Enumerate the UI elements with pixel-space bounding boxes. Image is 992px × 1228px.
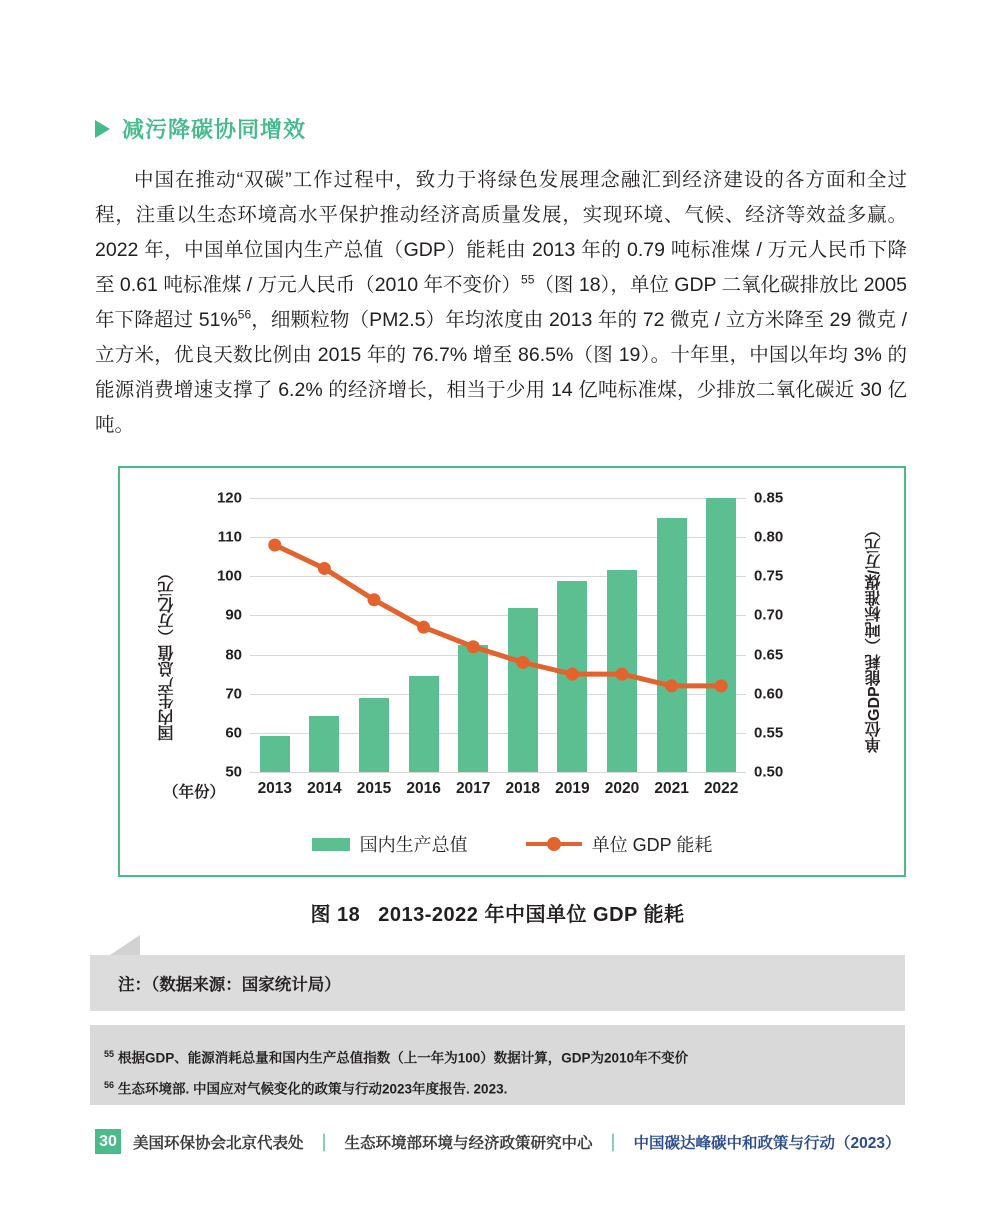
figure-number: 图 18: [310, 904, 361, 926]
right-tick-label: 0.85: [754, 489, 784, 507]
left-axis-title: 国内生产总值（万亿元）: [159, 565, 176, 741]
x-tick-2019: 2019: [555, 780, 590, 797]
footnote: $^{56}$ 生态环境部. 中国应对气候变化的政策与行动2023年度报告. 2023.: [104, 1079, 508, 1096]
right-tick-label: 0.80: [754, 528, 784, 546]
left-tick-label: 60: [225, 724, 242, 742]
x-tick-2017: 2017: [455, 780, 491, 797]
gridline: [250, 772, 746, 773]
footer-org-2: 生态环境部环境与经济政策研究中心: [344, 1134, 593, 1152]
x-tick-2018: 2018: [505, 780, 541, 797]
legend-item-gdp: [312, 831, 468, 857]
left-tick-label: 90: [225, 606, 242, 624]
line-point-2022: [715, 679, 728, 692]
line-point-2013: [268, 538, 281, 551]
left-axis-ticks: [198, 489, 242, 781]
footer-separator: ｜: [315, 1134, 333, 1153]
x-tick-2013: 2013: [257, 780, 293, 797]
left-tick-label: 120: [216, 489, 242, 507]
right-tick-label: 0.70: [754, 606, 784, 624]
x-tick-2014: 2014: [307, 780, 342, 797]
legend-item-energy: [526, 831, 713, 857]
page-footer: [95, 1129, 901, 1154]
line-point-2016: [417, 621, 430, 634]
line-point-2021: [665, 679, 678, 692]
triangle-bullet-icon: [95, 120, 110, 138]
right-tick-label: 0.50: [754, 763, 784, 781]
line-point-2015: [368, 593, 381, 606]
x-tick-2022: 2022: [703, 780, 739, 797]
paragraph-text: 中国在推动“双碳”工作过程中，致力于将绿色发展理念融汇到经济建设的各方面和全过程，注重以生态环境高水平保护推动经济高质量发展，实现环境、气候、经济等效益多赢。2022 年，中国单位国内生产总值（GDP）能耗由 2013 年的 0.79 吨标准煤 / 万元人民币下降至 0.61 吨标准煤 / 万元人民币（2010 年不变价）: [95, 169, 907, 296]
x-axis-tick-labels: [250, 780, 746, 800]
energy-line-swatch-icon: [526, 837, 582, 851]
right-tick-label: 0.60: [754, 685, 784, 703]
footnote-ref: 55: [521, 272, 535, 287]
footnote-band: [90, 1025, 905, 1105]
figure-title: 2013-2022 年中国单位 GDP 能耗: [378, 904, 685, 926]
section-heading: [95, 113, 306, 144]
right-tick-label: 0.55: [754, 724, 784, 742]
chart-plot-region: [120, 489, 904, 781]
right-tick-label: 0.65: [754, 646, 784, 664]
line-point-2014: [318, 562, 331, 575]
figure-caption: [90, 898, 905, 927]
gdp-bar-swatch-icon: [312, 838, 350, 851]
left-tick-label: 70: [225, 685, 242, 703]
legend-label-energy: 单位 GDP 能耗: [591, 835, 713, 855]
energy-intensity-line: [250, 498, 746, 772]
body-paragraph: [95, 163, 907, 443]
left-tick-label: 100: [216, 567, 242, 585]
x-axis-unit-label: （年份）: [163, 784, 226, 801]
data-source-note: 注：（数据来源：国家统计局）: [118, 976, 341, 994]
note-callout-tail: [110, 935, 140, 955]
note-band: [90, 955, 905, 1011]
chart-legend: [120, 831, 904, 857]
paragraph-text: ，细颗粒物（PM2.5）年均浓度由 2013 年的 72 微克 / 立方米降至 29 微克 / 立方米，优良天数比例由 2015 年的 76.7% 增至 86.5%（图 19）。十年里，中国以年均 3% 的能源消费增速支撑了 6.2% 的经济增长，相当于少用 14 亿吨标准煤，少排放二氧化碳近 30 亿吨。: [95, 309, 908, 436]
paragraph-text: （图 18），单位 GDP 二氧化碳排放比 2005 年下降超过 51%: [95, 274, 907, 331]
x-tick-2021: 2021: [654, 780, 689, 797]
legend-label-gdp: 国内生产总值: [359, 835, 468, 855]
footer-report-title: 中国碳达峰碳中和政策与行动（2023）: [633, 1134, 901, 1152]
footnote-ref: 56: [237, 307, 252, 322]
right-axis-title: 单位GDP能耗（吨标准煤/万元）: [866, 521, 883, 753]
x-tick-2016: 2016: [406, 780, 441, 797]
line-point-2019: [566, 668, 579, 681]
section-title: 减污降碳协同增效: [122, 117, 307, 142]
line-point-2017: [467, 640, 480, 653]
left-tick-label: 110: [217, 528, 242, 546]
left-tick-label: 80: [225, 646, 242, 664]
left-tick-label: 50: [225, 763, 242, 781]
x-tick-2015: 2015: [356, 780, 392, 797]
footer-separator: ｜: [604, 1134, 622, 1153]
line-point-2018: [516, 656, 529, 669]
footnote: $^{55}$ 根据GDP、能源消耗总量和国内生产总值指数（上一年为100）数据计算，GDP为2010年不变价: [104, 1049, 689, 1066]
line-point-2020: [616, 668, 629, 681]
plot-area: [250, 498, 746, 772]
page-number-badge: 30: [95, 1129, 121, 1154]
footer-org-1: 美国环保协会北京代表处: [133, 1134, 304, 1152]
figure-chart: [118, 466, 906, 877]
x-tick-2020: 2020: [604, 780, 640, 797]
right-tick-label: 0.75: [754, 567, 784, 585]
right-axis-ticks: [744, 489, 794, 781]
